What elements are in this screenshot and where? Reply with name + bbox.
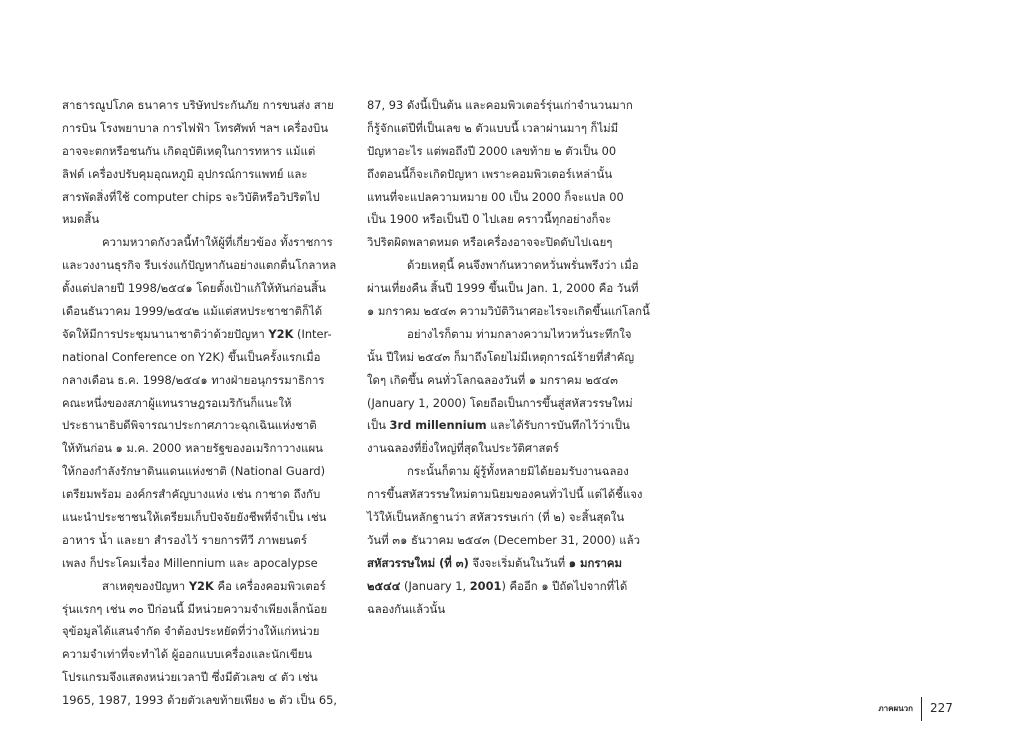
text-line — [62, 323, 350, 346]
text-line: กลางเดือน ธ.ค. 1998/๒๕๔๑ ทางฝ่ายอนุกรรมาธิการ — [62, 372, 325, 387]
text-line: 87, 93 ดังนี้เป็นต้น และคอมพิวเตอร์รุ่นเก่าจำนวนมาก — [367, 98, 633, 112]
text-segment: (January 1, — [400, 578, 470, 593]
text-line: อาจจะตกหรือชนกัน เกิดอุบัติเหตุในการทหาร แม้แต่ — [62, 143, 316, 158]
text-line: ลิฟต์ เครื่องปรับคุมอุณหภูมิ อุปกรณ์การแพทย์ และ — [62, 166, 308, 181]
text-line: โปรแกรมจึงแสดงหน่วยเวลาปี ซึ่งมีตัวเลข ๔ ตัว เช่น — [62, 670, 318, 685]
section-label: ภาคผนวก — [878, 704, 913, 713]
text-line: เป็น 1900 หรือเป็นปี 0 ไปเลย คราวนี้ทุกอย่างก็จะ — [367, 212, 612, 227]
text-line: ไว้ให้เป็นหลักฐานว่า สหัสวรรษเก่า (ที่ ๒) จะสิ้นสุดใน — [367, 510, 625, 525]
left-text-column — [62, 94, 350, 712]
text-line: สารพัดสิ่งที่ใช้ computer chips จะวิบัติหรือวิปริตไป — [62, 189, 320, 204]
text-line: ให้กองกำลังรักษาดินแดนแห่งชาติ (National Guard) — [62, 464, 326, 479]
text-line: งานฉลองที่ยิ่งใหญ่ที่สุดในประวัติศาสตร์ — [367, 441, 559, 456]
text-line: เดือนธันวาคม 1999/๒๕๔๒ แม้แต่สหประชาชาติก็ได้ — [62, 304, 323, 319]
text-line: ๑ มกราคม ๒๕๔๓ ความวิบัติวินาศอะไรจะเกิดขึ้นแก่โลกนี้ — [367, 304, 650, 319]
text-segment: สาเหตุของปัญหา — [102, 578, 186, 593]
text-segment: และได้รับการบันทึกไว้ว่าเป็น — [486, 418, 630, 433]
text-line: รุ่นแรกๆ เช่น ๓๐ ปีก่อนนี้ มีหน่วยความจำเพียงเล็กน้อย — [62, 601, 328, 616]
text-line: ปัญหาอะไร แต่พอถึงปี 2000 เลขท้าย ๒ ตัวเป็น 00 — [367, 143, 617, 158]
text-line: ตั้งแต่ปลายปี 1998/๒๕๔๑ โดยตั้งเป้าแก้ให้ทันก่อนสิ้น — [62, 281, 326, 296]
text-line: อาหาร น้ำ และยา สำรองไว้ รายการทีวี ภาพยนตร์ — [62, 532, 307, 547]
text-line: วันที่ ๓๑ ธันวาคม ๒๕๔๓ (December 31, 2000) แล้ว — [367, 532, 641, 547]
text-line: นั้น ปีใหม่ ๒๕๔๓ ก็มาถึงโดยไม่มีเหตุการณ์ร้ายที่สำคัญ — [367, 349, 635, 364]
text-line: แทนที่จะแปลความหมาย 00 เป็น 2000 ก็จะแปล 00 — [367, 189, 624, 204]
text-line: การขึ้นสหัสวรรษใหม่ตามนิยมของคนทั่วไปนี้ แต่ได้ชี้แจง — [367, 487, 643, 502]
text-segment: คือ เครื่องคอมพิวเตอร์ — [213, 578, 326, 593]
text-line: วิปริตผิดพลาดหมด หรือเครื่องอาจจะปิดดับไปเฉยๆ — [367, 235, 613, 250]
bold-term: สหัสวรรษใหม่ (ที่ ๓) — [367, 555, 469, 570]
text-line — [367, 552, 651, 575]
text-line: ความจำเท่าที่จะทำได้ ผู้ออกแบบเครื่องและนักเขียน — [62, 647, 313, 662]
bold-term: Y2K — [268, 326, 294, 341]
text-line: (January 1, 2000) โดยถือเป็นการขึ้นสู่สหัสวรรษใหม่ — [367, 395, 633, 410]
text-line: แนะนำประชาชนให้เตรียมเก็บปัจจัยยังชีพที่จำเป็น เช่น — [62, 510, 327, 525]
bold-term: ๒๕๔๔ — [367, 578, 401, 593]
paragraph-first-line: ความหวาดกังวลนี้ทำให้ผู้ที่เกี่ยวข้อง ทั้งราชการ — [102, 235, 333, 250]
paragraph-first-line: อย่างไรก็ตาม ท่ามกลางความไหวหวั่นระทึกใจ — [407, 326, 632, 341]
text-line: ประธานาธิบดีพิจารณาประกาศภาวะฉุกเฉินแห่งชาติ — [62, 418, 317, 433]
bold-term: Y2K — [188, 578, 214, 593]
paragraph-first-line — [62, 575, 350, 598]
text-line: 1965, 1987, 1993 ด้วยตัวเลขท้ายเพียง ๒ ตัว เป็น 65, — [62, 693, 338, 708]
text-line: เพลง ก็ประโคมเรื่อง Millennium และ apocalypse — [62, 555, 318, 570]
text-line: ให้ทันก่อน ๑ ม.ค. 2000 หลายรัฐของอเมริกาวางแผน — [62, 441, 323, 456]
footer-divider — [921, 697, 922, 721]
paragraph-first-line: กระนั้นก็ตาม ผู้รู้ทั้งหลายมิได้ยอมรับงานฉลอง — [407, 464, 629, 479]
text-line — [367, 414, 651, 437]
text-line: คณะหนึ่งของสภาผู้แทนราษฎรอเมริกันก็แนะให้ — [62, 395, 292, 410]
text-segment: (Inter- — [293, 326, 332, 341]
text-line — [367, 575, 651, 598]
bold-term: 2001 — [469, 578, 502, 593]
text-line: ฉลองกันแล้วนั้น — [367, 601, 446, 616]
text-line: การบิน โรงพยาบาล การไฟฟ้า โทรศัพท์ ฯลฯ เครื่องบิน — [62, 120, 328, 135]
text-segment: จึงจะเริ่มต้นในวันที่ — [468, 555, 569, 570]
text-line: ถึงตอนนี้ก็จะเกิดปัญหา เพราะคอมพิวเตอร์เหล่านั้น — [367, 166, 613, 181]
text-line: สาธารณูปโภค ธนาคาร บริษัทประกันภัย การขนส่ง สาย — [62, 98, 334, 112]
text-line: หมดสิ้น — [62, 212, 100, 227]
text-line: และวงงานธุรกิจ รีบเร่งแก้ปัญหากันอย่างแตกตื่นโกลาหล — [62, 258, 337, 273]
page-footer — [0, 697, 1029, 721]
text-line: ใดๆ เกิดขึ้น คนทั่วโลกฉลองวันที่ ๑ มกราคม ๒๕๔๓ — [367, 372, 618, 387]
text-segment: จัดให้มีการประชุมนานาชาติว่าด้วยปัญหา — [62, 326, 265, 341]
text-line: ก็รู้จักแต่ปีที่เป็นเลข ๒ ตัวแบบนี้ เวลาผ่านมาๆ ก็ไม่มี — [367, 120, 619, 135]
text-line: national Conference on Y2K) ขึ้นเป็นครั้งแรกเมื่อ — [62, 349, 321, 364]
text-line: ผ่านเที่ยงคืน สิ้นปี 1999 ขึ้นเป็น Jan. 1, 2000 คือ วันที่ — [367, 281, 639, 296]
paragraph-first-line: ด้วยเหตุนี้ คนจึงพากันหวาดหวั่นพรั่นพรึงว่า เมื่อ — [407, 258, 639, 273]
text-line: จุข้อมูลได้แสนจำกัด จำต้องประหยัดที่ว่างให้แก่หน่วย — [62, 624, 320, 639]
text-segment: เป็น — [367, 418, 386, 433]
bold-term: ๑ มกราคม — [568, 555, 623, 570]
text-line: เตรียมพร้อม องค์กรสำคัญบางแห่ง เช่น กาชาด ถึงกับ — [62, 487, 321, 502]
bold-term: 3rd millennium — [389, 418, 487, 433]
page-number: 227 — [930, 701, 953, 715]
right-text-column — [367, 94, 651, 620]
text-segment: ) คืออีก ๑ ปีถัดไปจากที่ได้ — [501, 578, 628, 593]
